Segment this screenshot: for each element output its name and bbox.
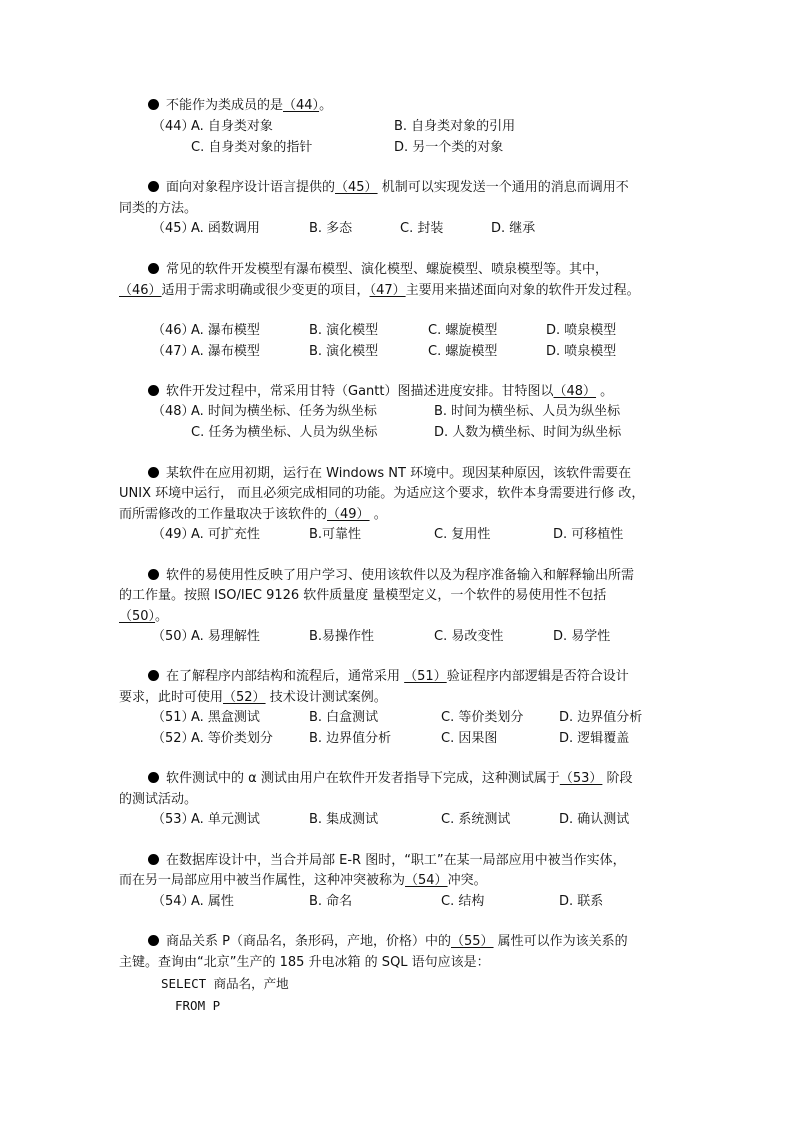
blank-44: （44）	[283, 98, 320, 113]
option-a: A. 瀑布模型	[191, 323, 260, 338]
option-b: B.可靠性	[309, 527, 362, 542]
question-46-stem-cont: （46）适用于需求明确或很少变更的项目，（47）主要用来描述面向对象的软件开发过程。	[119, 283, 640, 298]
blank-46: （46）	[119, 283, 162, 298]
option-d: D. 继承	[491, 221, 536, 236]
question-45-stem: 面向对象程序设计语言提供的（45） 机制可以实现发送一个通用的消息而调用不	[148, 180, 629, 196]
option-c: C. 易改变性	[434, 629, 504, 644]
option-c: C. 自身类对象的指针	[191, 140, 313, 155]
blank-45: （45）	[335, 180, 378, 195]
blank-52: （52）	[223, 690, 266, 705]
option-d: D. 人数为横坐标、时间为纵坐标	[434, 425, 622, 440]
bullet-icon	[148, 935, 159, 946]
bullet-icon	[148, 385, 159, 396]
question-49-stem-cont: UNIX 环境中运行， 而且必须完成相同的功能。为适应这个要求，软件本身需要进行修 改，	[119, 486, 645, 501]
question-45-stem-cont: 同类的方法。	[119, 201, 198, 216]
blank-47: （47）	[369, 283, 406, 298]
question-55-stem: 商品关系 P（商品名，条形码，产地，价格）中的（55） 属性可以作为该关系的	[148, 934, 628, 950]
option-a: A. 可扩充性	[191, 527, 260, 542]
option-number: （50）	[152, 629, 195, 644]
question-53-stem-cont: 的测试活动。	[119, 792, 198, 807]
option-a: A. 属性	[191, 894, 234, 909]
option-a: A. 瀑布模型	[191, 344, 260, 359]
option-c: C. 结构	[441, 894, 485, 909]
option-b: B. 命名	[309, 894, 353, 909]
option-d: D. 逻辑覆盖	[559, 731, 630, 746]
question-50-stem-cont: 的工作量。按照 ISO/IEC 9126 软件质量度 量模型定义，一个软件的易使用性不包括	[119, 588, 607, 603]
option-b: B. 自身类对象的引用	[394, 119, 516, 134]
bullet-icon	[148, 263, 159, 274]
question-50-stem-cont: （50）。	[119, 609, 169, 624]
option-number: （54）	[152, 894, 195, 909]
question-49-stem-cont: 而所需修改的工作量取决于该软件的（49） 。	[119, 507, 387, 522]
blank-54: （54）	[405, 873, 448, 888]
option-number: （49）	[152, 527, 195, 542]
option-number: （52）	[152, 731, 195, 746]
question-46-stem: 常见的软件开发模型有瀑布模型、演化模型、螺旋模型、喷泉模型等。其中，	[148, 262, 608, 278]
sql-select-line: SELECT 商品名，产地	[161, 976, 289, 991]
option-d: D. 边界值分析	[559, 710, 643, 725]
option-b: B. 白盒测试	[309, 710, 379, 725]
option-a: A. 函数调用	[191, 221, 260, 236]
option-c: C. 复用性	[434, 527, 491, 542]
option-b: B. 演化模型	[309, 323, 379, 338]
option-a: A. 等价类划分	[191, 731, 273, 746]
bullet-icon	[148, 772, 159, 783]
option-a: A. 单元测试	[191, 812, 260, 827]
question-54-stem: 在数据库设计中，当合并局部 E-R 图时，“职工”在某一局部应用中被当作实体，	[148, 853, 626, 869]
question-51-stem-cont: 要求，此时可使用（52） 技术设计测试案例。	[119, 690, 387, 705]
question-53-stem: 软件测试中的 α 测试由用户在软件开发者指导下完成，这种测试属于（53） 阶段	[148, 771, 633, 787]
option-number: （53）	[152, 812, 195, 827]
option-number: （51）	[152, 710, 195, 725]
blank-53: （53）	[559, 771, 603, 786]
option-d: D. 易学性	[553, 629, 611, 644]
option-c: C. 螺旋模型	[428, 323, 498, 338]
option-c: C. 系统测试	[441, 812, 511, 827]
bullet-icon	[148, 99, 159, 110]
bullet-icon	[148, 467, 159, 478]
question-49-stem: 某软件在应用初期，运行在 Windows NT 环境中。现因某种原因，该软件需要在	[148, 466, 631, 482]
option-c: C. 封装	[400, 221, 444, 236]
bullet-icon	[148, 181, 159, 192]
question-44-stem: 不能作为类成员的是（44）。	[148, 98, 332, 114]
option-number: （46）	[152, 323, 195, 338]
blank-48: （48）	[553, 384, 597, 399]
bullet-icon	[148, 854, 159, 865]
option-d: D. 联系	[559, 894, 604, 909]
option-d: D. 喷泉模型	[546, 344, 617, 359]
option-number: （48）	[152, 404, 195, 419]
option-a: A. 黑盒测试	[191, 710, 260, 725]
question-50-stem: 软件的易使用性反映了用户学习、使用该软件以及为程序准备输入和解释输出所需	[148, 568, 634, 584]
question-55-stem-cont: 主键。查询由“北京”生产的 185 升电冰箱 的 SQL 语句应该是：	[119, 955, 490, 970]
option-c: C. 螺旋模型	[428, 344, 498, 359]
option-b: B. 集成测试	[309, 812, 379, 827]
option-b: B. 边界值分析	[309, 731, 392, 746]
option-number: （45）	[152, 221, 195, 236]
option-d: D. 喷泉模型	[546, 323, 617, 338]
option-c: C. 因果图	[441, 731, 498, 746]
bullet-icon	[148, 569, 159, 580]
sql-from-line: FROM P	[175, 998, 221, 1013]
option-b: B. 时间为横坐标、人员为纵坐标	[434, 404, 621, 419]
option-a: A. 易理解性	[191, 629, 260, 644]
option-number: （44）	[152, 119, 195, 134]
blank-49: （49）	[327, 507, 370, 522]
question-54-stem-cont: 而在另一局部应用中被当作属性，这种冲突被称为（54）冲突。	[119, 873, 487, 888]
question-48-stem: 软件开发过程中，常采用甘特（Gantt）图描述进度安排。甘特图以（48） 。	[148, 384, 613, 400]
option-b: B.易操作性	[309, 629, 375, 644]
option-number: （47）	[152, 344, 195, 359]
option-c: C. 等价类划分	[441, 710, 524, 725]
option-c: C. 任务为横坐标、人员为纵坐标	[191, 425, 378, 440]
option-b: B. 演化模型	[309, 344, 379, 359]
question-51-stem: 在了解程序内部结构和流程后，通常采用 （51）验证程序内部逻辑是否符合设计	[148, 669, 629, 685]
bullet-icon	[148, 670, 159, 681]
option-a: A. 时间为横坐标、任务为纵坐标	[191, 404, 377, 419]
blank-51: （51）	[404, 669, 447, 684]
option-d: D. 另一个类的对象	[394, 140, 504, 155]
option-d: D. 确认测试	[559, 812, 630, 827]
blank-55: （55）	[450, 934, 494, 949]
option-a: A. 自身类对象	[191, 119, 273, 134]
option-b: B. 多态	[309, 221, 353, 236]
option-d: D. 可移植性	[553, 527, 624, 542]
blank-50: （50）	[119, 609, 156, 624]
